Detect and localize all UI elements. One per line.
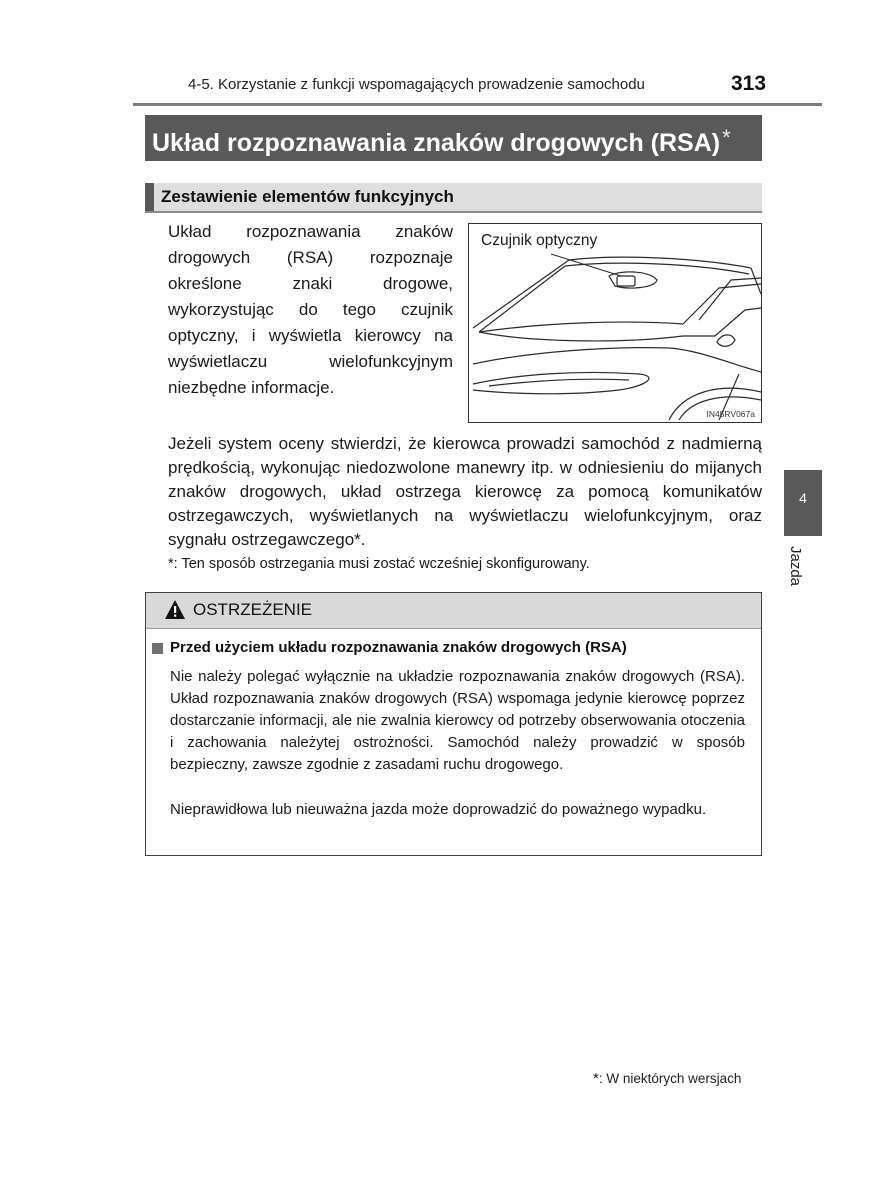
windshield-illustration — [469, 224, 761, 422]
section-title — [145, 115, 762, 161]
running-head: 4-5. Korzystanie z funkcji wspomagających prowadzenie samochodu — [188, 76, 645, 93]
page-number: 313 — [731, 72, 767, 95]
warning-paragraph-1: Nie należy polegać wyłącznie na układzie rozpoznawania znaków drogowych (RSA). Układ rozpoznawania znaków drogowych (RSA) wspomaga jedynie kierowcę poprzez dostarczanie informacji, ale nie zwalnia kierowcy od potrzeby obserwowania otoczenia i zachowania należytej ostrożności. Samochód należy prowadzić w sposób bezpieczny, zawsze zgodnie z zasadami ruchu drogowego. — [170, 668, 745, 773]
footnote-text: : W niektórych wersjach — [598, 1071, 742, 1086]
subsection-header — [145, 183, 762, 213]
section-title-marker: * — [722, 125, 731, 150]
chapter-label — [786, 546, 810, 606]
chapter-tab — [784, 470, 822, 536]
subsection-title: Zestawienie elementów funkcyjnych — [161, 187, 454, 206]
warning-header — [146, 593, 761, 629]
intro-paragraph: Układ rozpoznawania znaków drogowych (RSA) rozpoznaje określone znaki drogowe, wykorzystując do tego czujnik optyczny, i wyświetla kierowcy na wyświetlaczu wielofunkcyjnym niezbędne informacje. — [168, 222, 453, 397]
warning-box — [145, 592, 762, 856]
asterisk-note: *: Ten sposób ostrzegania musi zostać wcześniej skonfigurowany. — [168, 556, 590, 572]
footnote — [593, 1070, 741, 1087]
footnote-marker: * — [593, 1070, 599, 1087]
chapter-label-text: Jazda — [787, 546, 804, 587]
figure-code: IN45RV067a — [706, 409, 755, 419]
sensor-callout-label: Czujnik optyczny — [481, 232, 598, 249]
subsection-bar — [145, 183, 154, 211]
bullet-square-icon — [152, 643, 163, 654]
header-divider — [133, 103, 822, 106]
warning-triangle-icon — [164, 599, 186, 620]
warning-title: OSTRZEŻENIE — [193, 600, 313, 619]
body-paragraph: Jeżeli system oceny stwierdzi, że kierowca prowadzi samochód z nadmierną prędkością, wykonując niedozwolone manewry itp. w odniesieniu do mijanych znaków drogowych, układ ostrzega kierowcę za pomocą komunikatów ostrzegawczych, wyświetlanych na wyświetlaczu wielofunkcyjnym, oraz sygnału ostrzegawczego*. — [168, 434, 762, 549]
sensor-figure — [468, 223, 762, 423]
section-title-text: Układ rozpoznawania znaków drogowych (RSA) — [152, 129, 721, 157]
warning-paragraph-2: Nieprawidłowa lub nieuważna jazda może doprowadzić do poważnego wypadku. — [170, 801, 707, 818]
warning-subheading: Przed użyciem układu rozpoznawania znaków drogowych (RSA) — [170, 639, 627, 656]
chapter-number: 4 — [799, 490, 807, 506]
